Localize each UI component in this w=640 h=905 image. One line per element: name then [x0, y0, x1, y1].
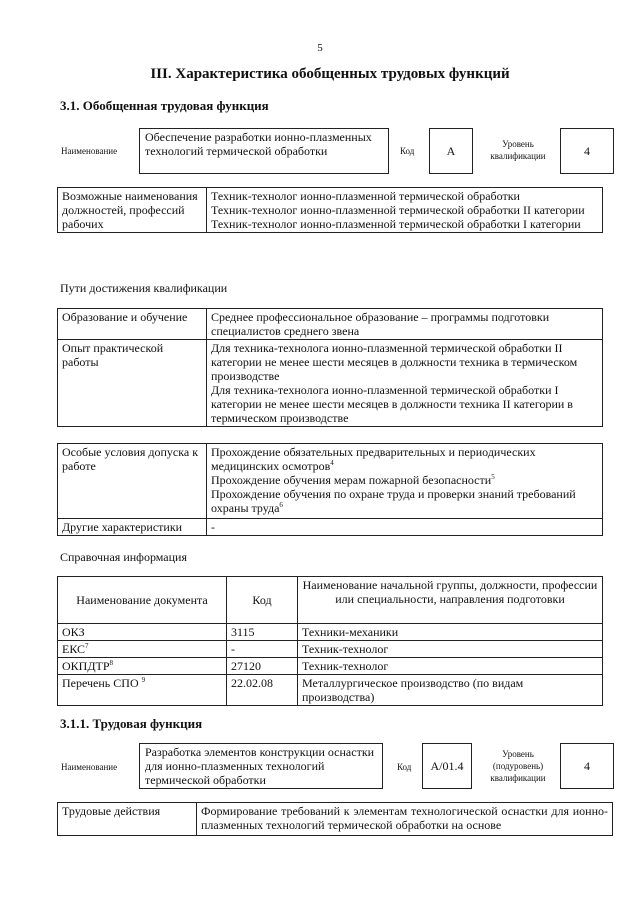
- experience-label: Опыт практической работы: [58, 340, 207, 427]
- condition-text: Прохождение обучения мерам пожарной безопасности: [211, 473, 492, 487]
- ref-name: Техник-технолог: [298, 658, 603, 675]
- ref-name: Техники-механики: [298, 624, 603, 641]
- gtf-level-value: 4: [560, 128, 614, 174]
- ref-name: Техник-технолог: [298, 641, 603, 658]
- table-row: [58, 624, 603, 641]
- other-value: -: [207, 519, 603, 536]
- qualification-table: [57, 308, 603, 427]
- ref-code: 27120: [227, 658, 298, 675]
- ref-doc: ОКЗ: [58, 624, 227, 641]
- tf-heading: 3.1.1. Трудовая функция: [60, 716, 203, 731]
- actions-label: Трудовые действия: [58, 803, 197, 836]
- tf-code-value: А/01.4: [422, 743, 472, 789]
- positions-table: [57, 187, 603, 233]
- ref-code: 22.02.08: [227, 675, 298, 706]
- positions-label: Возможные наименования должностей, профессий рабочих: [58, 188, 207, 233]
- ref-header-code: Код: [227, 577, 298, 624]
- table-row: [58, 675, 603, 706]
- actions-table: [57, 802, 613, 836]
- other-label: Другие характеристики: [58, 519, 207, 536]
- tf-level-value: 4: [560, 743, 614, 789]
- ref-doc: Перечень СПО $^9$: [58, 675, 227, 706]
- conditions-label: Особые условия допуска к работе: [58, 444, 207, 519]
- conditions-table: [57, 443, 603, 536]
- table-row: [58, 641, 603, 658]
- gtf-code-value: А: [429, 128, 473, 174]
- table-row: [58, 658, 603, 675]
- ref-header-doc: Наименование документа: [58, 577, 227, 624]
- gtf-name-value: Обеспечение разработки ионно-плазменных технологий термической обработки: [139, 128, 389, 174]
- footnote-ref: 4: [330, 459, 334, 467]
- ref-header-name: Наименование начальной группы, должности, профессии или специальности, направления подготовки: [298, 577, 603, 624]
- reference-table: [57, 576, 603, 706]
- footnote-ref: 6: [279, 501, 283, 509]
- paths-heading: Пути достижения квалификации: [60, 281, 228, 295]
- condition-item: [211, 473, 598, 487]
- tf-name-value: Разработка элементов конструкции оснастки для ионно-плазменных технологий термической обработки: [139, 743, 383, 789]
- position-item: Техник-технолог ионно-плазменной термической обработки II категории: [211, 203, 585, 217]
- conditions-values: [207, 444, 603, 519]
- page-number: 5: [317, 42, 323, 54]
- ref-doc: ЕКС$^7$: [58, 641, 227, 658]
- education-value: Среднее профессиональное образование – программы подготовки специалистов среднего звена: [207, 309, 603, 340]
- ref-code: -: [227, 641, 298, 658]
- positions-values: [207, 188, 603, 233]
- position-item: Техник-технолог ионно-плазменной термической обработки I категории: [211, 217, 581, 231]
- ref-code: 3115: [227, 624, 298, 641]
- condition-text: Прохождение обязательных предварительных и периодических медицинских осмотров: [211, 445, 536, 473]
- tf-name-label: Наименование: [61, 762, 118, 772]
- experience-item: Для техника-технолога ионно-плазменной термической обработки I категории не менее шести месяцев в должности техника II категории в термическом производстве: [211, 383, 573, 425]
- gtf-level-label: Уровень квалификации: [490, 139, 546, 161]
- condition-item: [211, 445, 598, 473]
- ref-doc: ОКПДТР$^8$: [58, 658, 227, 675]
- education-label: Образование и обучение: [58, 309, 207, 340]
- tf-level-label: Уровень (подуровень) квалификации: [490, 749, 546, 783]
- experience-values: [207, 340, 603, 427]
- position-item: Техник-технолог ионно-плазменной термической обработки: [211, 189, 520, 203]
- gtf-name-label: Наименование: [61, 146, 118, 156]
- gtf-code-label: Код: [400, 146, 415, 156]
- condition-text: Прохождение обучения по охране труда и проверки знаний требований охраны труда: [211, 487, 576, 515]
- ref-name: Металлургическое производство (по видам производства): [298, 675, 603, 706]
- footnote-ref: 5: [491, 473, 495, 481]
- experience-item: Для техника-технолога ионно-плазменной термической обработки II категории не менее шести месяцев в должности техника в термическом производстве: [211, 341, 578, 383]
- section-title: III. Характеристика обобщенных трудовых функций: [150, 66, 510, 82]
- tf-code-label: Код: [397, 762, 412, 772]
- actions-value: Формирование требований к элементам технологической оснастки для ионно-плазменных технологий термической обработки на основе: [197, 803, 613, 836]
- gtf-heading: 3.1. Обобщенная трудовая функция: [60, 98, 269, 113]
- condition-item: [211, 487, 598, 515]
- reference-heading: Справочная информация: [60, 550, 187, 564]
